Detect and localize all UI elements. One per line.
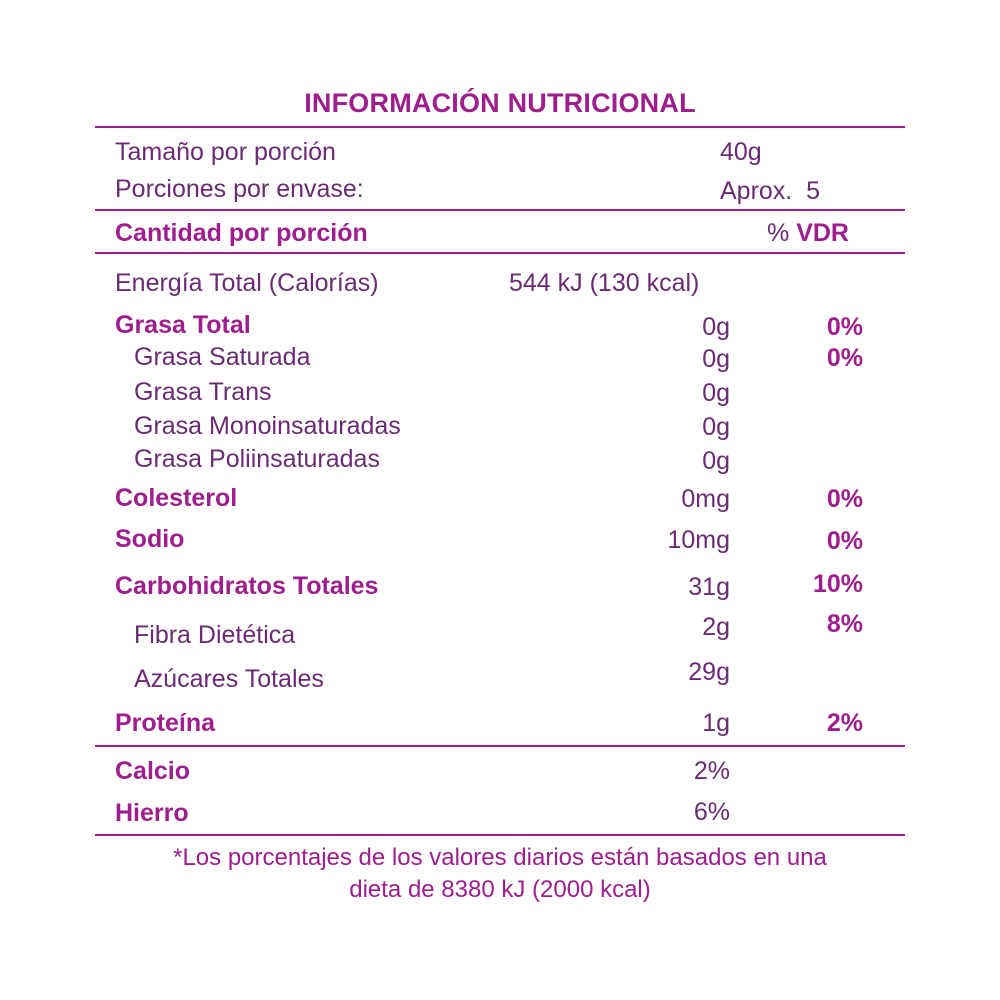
fat-mono-label: Grasa Monoinsaturadas: [134, 412, 401, 440]
fiber-dv: 8%: [826, 610, 863, 638]
energy-label: Energía Total (Calorías): [115, 269, 379, 297]
divider-header: [95, 252, 905, 254]
protein-dv: 2%: [826, 709, 863, 737]
protein-label: Proteína: [115, 709, 216, 737]
fat-poly-amount: 0g: [702, 447, 730, 475]
footnote-line-2: dieta de 8380 kJ (2000 kcal): [349, 876, 651, 903]
fat-total-dv: 0%: [826, 313, 863, 341]
energy-value: 544 kJ (130 kcal): [509, 269, 700, 297]
cholesterol-label: Colesterol: [115, 484, 238, 512]
fat-trans-label: Grasa Trans: [134, 378, 272, 406]
protein-amount: 1g: [702, 709, 730, 737]
carbs-label: Carbohidratos Totales: [115, 572, 379, 600]
divider-bottom: [95, 834, 905, 836]
sugars-label: Azúcares Totales: [134, 665, 324, 693]
divider-serving: [95, 209, 905, 211]
servings-per-container-value: Aprox. 5: [720, 177, 821, 205]
calcium-value: 2%: [693, 757, 730, 785]
fat-poly-label: Grasa Poliinsaturadas: [134, 445, 380, 473]
sodium-label: Sodio: [115, 525, 185, 553]
fat-saturated-amount: 0g: [702, 345, 730, 373]
servings-per-container-label: Porciones por envase:: [115, 175, 364, 203]
divider-minerals: [95, 745, 905, 747]
fat-total-amount: 0g: [702, 313, 730, 341]
fiber-amount: 2g: [702, 613, 730, 641]
iron-label: Hierro: [115, 799, 189, 827]
divider-top: [95, 126, 905, 128]
fat-trans-amount: 0g: [702, 379, 730, 407]
cholesterol-dv: 0%: [826, 485, 863, 513]
amount-per-serving-header: Cantidad por porción: [115, 219, 368, 247]
serving-size-value: 40g: [720, 138, 762, 166]
carbs-amount: 31g: [688, 573, 730, 601]
vdr-header: [767, 218, 849, 248]
fiber-label: Fibra Dietética: [134, 621, 296, 649]
sodium-dv: 0%: [826, 527, 863, 555]
carbs-dv: 10%: [812, 570, 863, 598]
daily-values-footnote: [0, 842, 1000, 906]
serving-size-label: Tamaño por porción: [115, 138, 336, 166]
vdr-label: VDR: [796, 219, 849, 247]
footnote-line-1: *Los porcentajes de los valores diarios están basados en una: [173, 844, 827, 871]
label-title: INFORMACIÓN NUTRICIONAL: [304, 88, 696, 118]
calcium-label: Calcio: [115, 757, 191, 785]
cholesterol-amount: 0mg: [681, 485, 730, 513]
fat-total-label: Grasa Total: [115, 311, 251, 339]
vdr-prefix: %: [767, 219, 797, 247]
sugars-amount: 29g: [688, 658, 730, 686]
fat-mono-amount: 0g: [702, 413, 730, 441]
sodium-amount: 10mg: [667, 526, 730, 554]
fat-saturated-dv: 0%: [826, 344, 863, 372]
iron-value: 6%: [693, 798, 730, 826]
fat-saturated-label: Grasa Saturada: [134, 343, 311, 371]
